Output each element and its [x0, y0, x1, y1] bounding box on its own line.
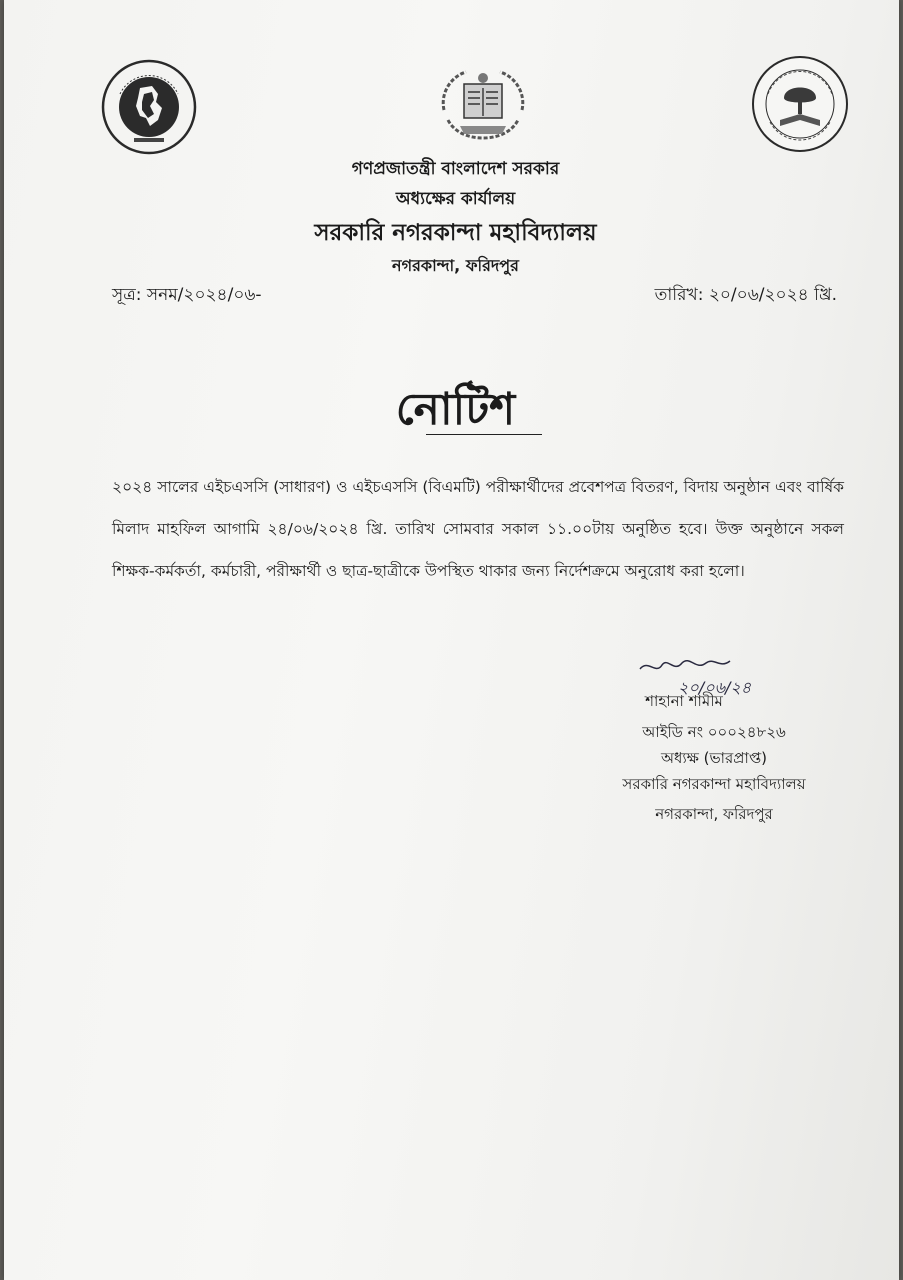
reference-number: সূত্র: সনম/২০২৪/০৬- [112, 285, 262, 305]
notice-date: তারিখ: ২০/০৬/২০২৪ খ্রি. [654, 285, 837, 305]
education-motto-seal-icon [750, 54, 850, 154]
bangladesh-govt-seal-icon [100, 58, 198, 156]
title-underline [426, 434, 542, 435]
signatory-address: নগরকান্দা, ফরিদপুর [655, 805, 773, 823]
signatory-name: শাহানা শামীম [645, 692, 723, 710]
signatory-designation: অধ্যক্ষ (ভারপ্রাপ্ত) [660, 749, 768, 767]
notice-body: ২০২৪ সালের এইচএসসি (সাধারণ) ও এইচএসসি (বিএমটি) পরীক্ষার্থীদের প্রবেশপত্র বিতরণ, বিদায় অনুষ্ঠান এবং বার্ষিক মিলাদ মাহফিল আগামি ২৪/০৬/২০২৪ খ্রি. তারিখ সোমবার সকাল ১১.০০টায় অনুষ্ঠিত হবে। উক্ত অনুষ্ঠানে সকল শিক্ষক-কর্মকর্তা, কর্মচারী, পরীক্ষার্থী ও ছাত্র-ছাত্রীকে উপস্থিত থাকার জন্য নির্দেশক্রমে অনুরোধ করা হলো। [112, 478, 844, 580]
college-address: নগরকান্দা, ফরিদপুর [392, 256, 519, 275]
signatory-college: সরকারি নগরকান্দা মহাবিদ্যালয় [622, 775, 806, 793]
handwritten-date: ২০/০৬/২৪ [678, 678, 752, 697]
signatory-id: আইডি নং ০০০২৪৮২৬ [642, 723, 786, 741]
college-name: সরকারি নগরকান্দা মহাবিদ্যালয় [314, 220, 597, 246]
notice-paper [4, 0, 899, 1280]
college-emblem-icon [434, 62, 532, 148]
office-heading: অধ্যক্ষের কার্যালয় [395, 189, 516, 209]
notice-title: নোটিশ [395, 384, 516, 435]
government-heading: গণপ্রজাতন্ত্রী বাংলাদেশ সরকার [351, 159, 560, 179]
